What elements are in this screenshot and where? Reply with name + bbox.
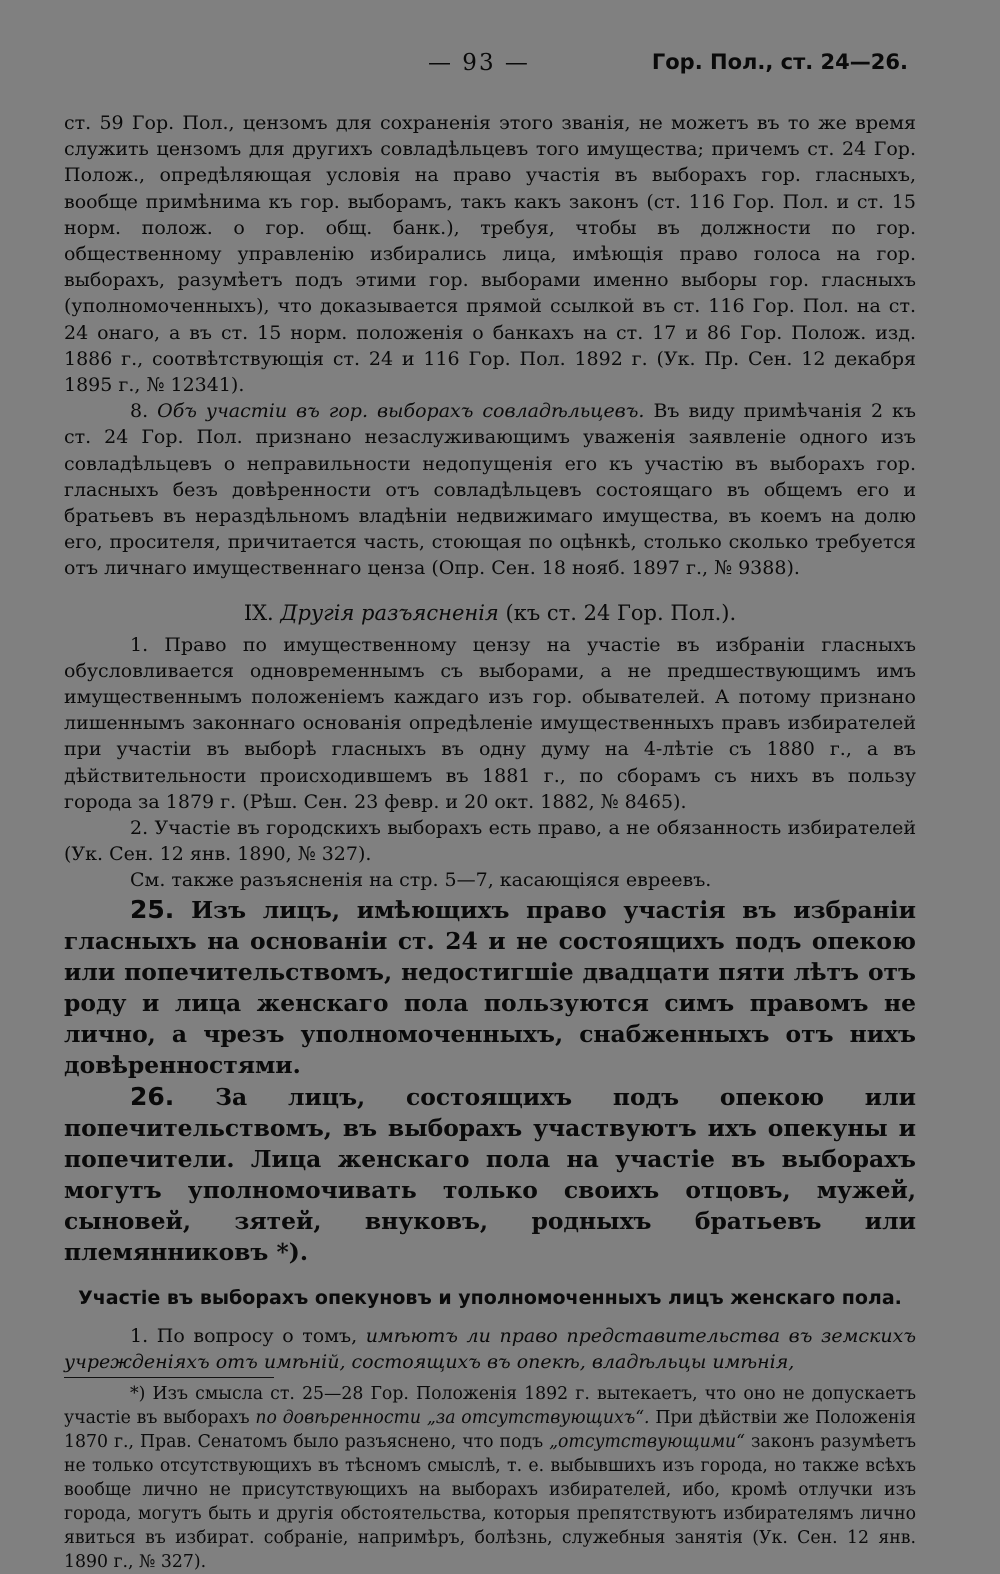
section-number: IX. [243,600,274,625]
article-number: 25. [130,894,175,924]
body-text [64,110,916,1574]
paragraph-number: 8. [130,400,149,423]
article-text: Изъ лицъ, имѣющихъ право участія въ избраніи гласныхъ на основаніи ст. 24 и не состоящихъ подъ опекою или попечительствомъ, недостигшіе двадцати пяти лѣтъ отъ роду и лица женскаго пола пользуются симъ правомъ не лично, а чрезъ уполномоченныхъ, снабженныхъ отъ нихъ довѣренностями. [64,895,916,1079]
paragraph-title: Объ участіи въ гор. выборахъ совладѣльцевъ. [157,400,645,423]
footnote [64,1382,916,1574]
paragraph-2: 2. Участіе въ городскихъ выборахъ есть право, а не обязанность избирателей (Ук. Сен. 12 янв. 1890, № 327). [64,817,916,866]
subheading: Участіе въ выборахъ опекуновъ и уполномоченныхъ лицъ женскаго пола. [78,1286,902,1309]
section-reference: (къ ст. 24 Гор. Пол.). [505,600,737,625]
paragraph-lead: 1. По вопросу о томъ, [130,1324,358,1347]
footnote-text-3: законъ разумѣетъ не только отсутствующихъ въ тѣсномъ смыслѣ, т. е. выбывшихъ изъ города, но также всѣхъ вообще лично не присутствующихъ на выборахъ избирателей, ибо, кромѣ отлучки изъ города, могутъ быть и другія обстоятельства, которыя препятствуютъ избирателямъ лично явиться въ избират. собраніе, напримѣръ, болѣзнь, служебныя занятія (Ук. Сен. 12 янв. 1890 г., № 327). [64,1432,916,1573]
article-number: 26. [130,1081,175,1111]
paragraph-continued: ст. 59 Гор. Пол., цензомъ для сохраненія этого званія, не можетъ въ то же время служить цензомъ для другихъ совладѣльцевъ того имущества; причемъ ст. 24 Гор. Полож., опредѣляющая условія на право участія въ выборахъ гор. гласныхъ, вообще примѣнима къ гор. выборамъ, такъ какъ законъ (ст. 116 Гор. Пол. и ст. 15 норм. полож. о гор. общ. банк.), требуя, чтобы въ должности по гор. общественному управленію избирались лица, имѣющія право голоса на гор. выборахъ, разумѣетъ подъ этими гор. выборами именно выборы гор. гласныхъ (уполномоченныхъ), что доказывается прямой ссылкой въ ст. 116 Гор. Пол. на ст. 24 онаго, а въ ст. 15 норм. положенія о банкахъ на ст. 17 и 86 Гор. Полож. изд. 1886 г., соотвѣтствующія ст. 24 и 116 Гор. Пол. 1892 г. (Ук. Пр. Сен. 12 декабря 1895 г., № 12341). [64,112,916,397]
paragraph-8 [64,398,916,581]
paragraph-text: Въ виду примѣчанія 2 къ ст. 24 Гор. Пол. признано незаслуживающимъ уваженія заявленіе одного изъ совладѣльцевъ о неправильности недопущенія его къ участію въ выборахъ гор. гласныхъ безъ довѣренности отъ совладѣльцевъ состоящаго въ общемъ его и братьевъ въ нераздѣльномъ владѣніи недвижимаго имущества, въ коемъ на долю его, просителя, причитается часть, стоющая по оцѣнкѣ, столько сколько требуется отъ личнаго имущественнаго ценза (Опр. Сен. 18 нояб. 1897 г., № 9388). [64,400,917,580]
paragraph-1: 1. Право по имущественному цензу на участіе въ избраніи гласныхъ обусловливается одновременнымъ съ выборами, а не предшествующимъ имъ имущественнымъ положеніемъ каждаго изъ гор. обывателей. А потому признано лишеннымъ законнаго основанія опредѣленіе имущественныхъ правъ избирателей при участіи въ выборѣ гласныхъ въ одну думу на 4-лѣтіе съ 1880 г., а въ дѣйствительности происходившемъ въ 1881 г., по сборамъ съ нихъ въ пользу города за 1879 г. (Рѣш. Сен. 23 февр. и 20 окт. 1882, № 8465). [64,633,916,813]
paragraph-italic: имѣютъ ли право представительства въ земскихъ учрежденіяхъ отъ имѣній, состоящихъ въ опекѣ, владѣльцы имѣнія, [64,1324,916,1373]
section-heading [64,599,916,627]
article-text: За лицъ, состоящихъ подъ опекою или попечительствомъ, въ выборахъ участвуютъ ихъ опекуны и попечители. Лица женскаго пола на участіе въ выборахъ могутъ уполномочивать только своихъ отцовъ, мужей, сыновей, зятей, внуковъ, родныхъ братьевъ или племянниковъ *). [64,1082,916,1266]
footnote-text-2: При дѣйствіи же Положенія 1870 г., Прав. Сенатомъ было разъяснено, что подъ [64,1408,917,1453]
footnote-rule [64,1377,274,1378]
page-number: — 93 — [428,50,530,76]
footnote-text-1: *) Изъ смысла ст. 25—28 Гор. Положенія 1892 г. вытекаетъ, что оно не допускаетъ участіе въ выборахъ [64,1384,916,1429]
section-title: Другія разъясненія [280,600,499,625]
article-26 [64,1081,916,1268]
article-25 [64,894,916,1081]
footnote-italic-1: по довѣренности „за отсутствующихъ“. [255,1408,650,1429]
footnote-italic-2: „отсутствующими“ [549,1432,745,1453]
paragraph-guardians [64,1323,916,1375]
page-header [0,50,1000,86]
paragraph-see-also: См. также разъясненія на стр. 5—7, касающіяся евреевъ. [130,869,712,892]
running-head: Гор. Пол., ст. 24—26. [651,50,908,74]
